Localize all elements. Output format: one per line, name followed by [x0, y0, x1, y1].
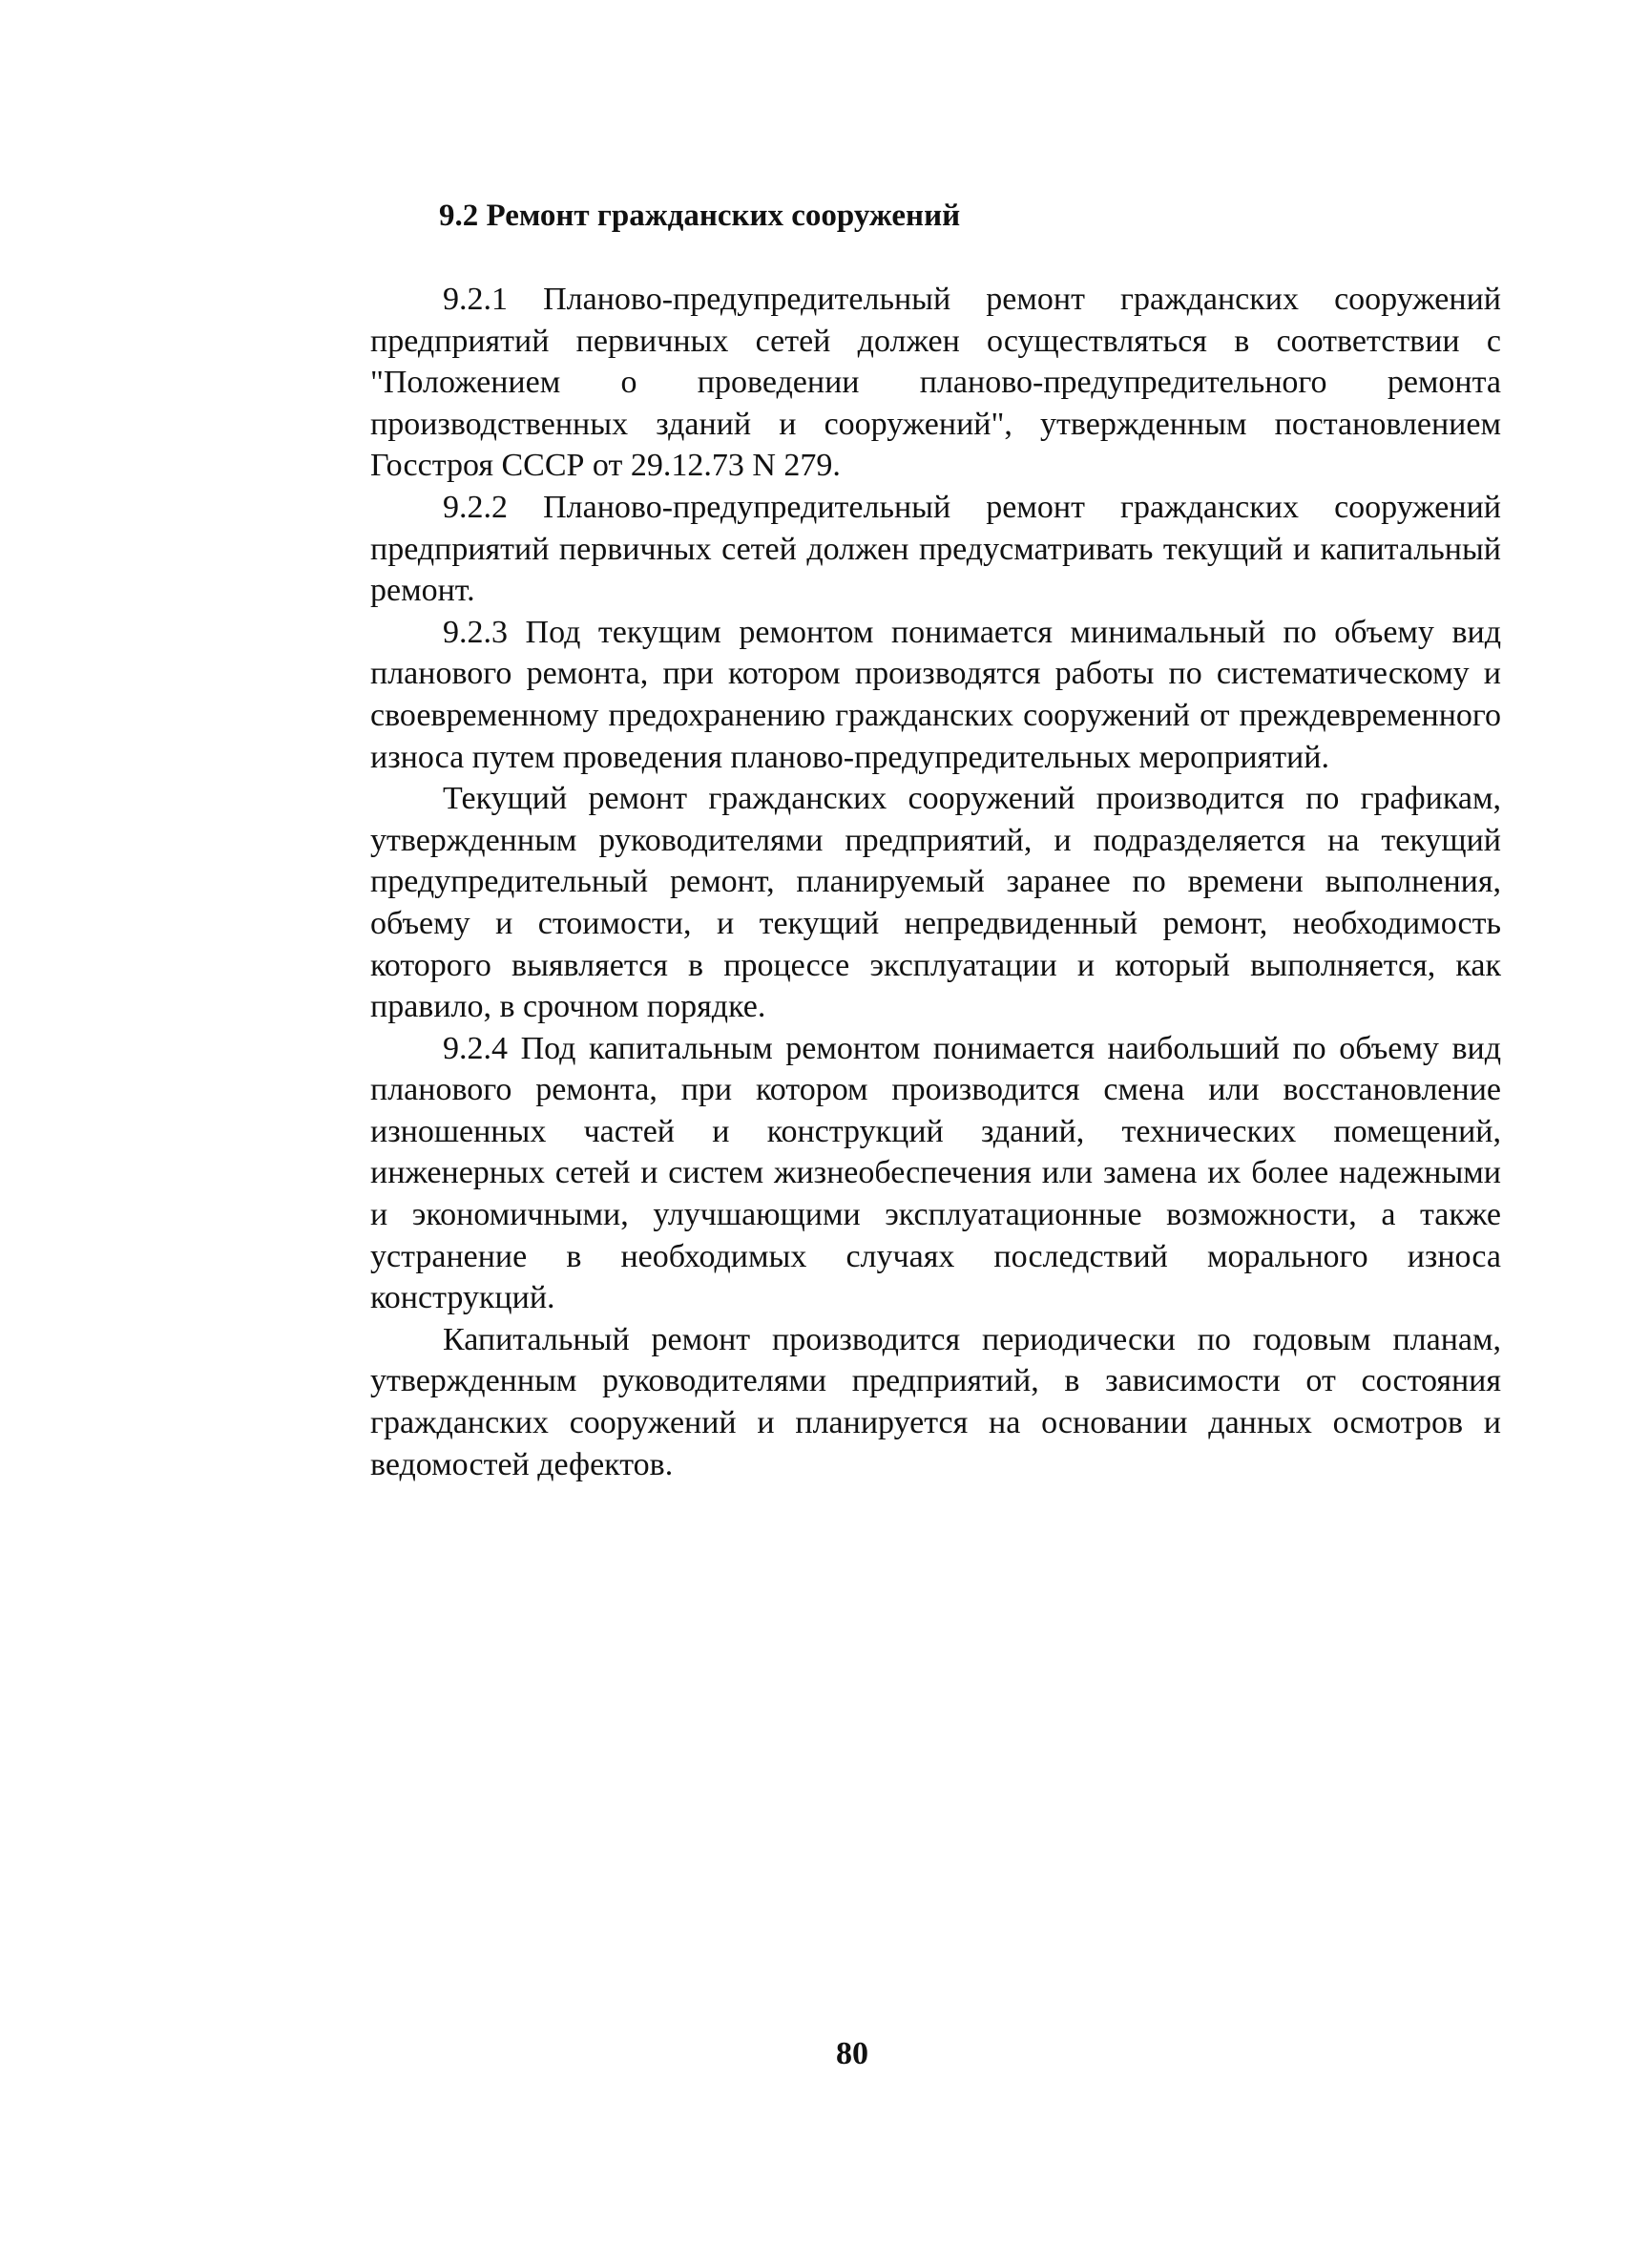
page-number: 80 [836, 2036, 868, 2071]
paragraph-capital-repair: Капитальный ремонт производится периодически по годовым планам, утвержденным руководителями предприятий, в зависимости от состояния гражданских сооружений и планируется на основании данных осмотров и ведомостей дефектов. [370, 1321, 1501, 1482]
paragraph-9-2-2: 9.2.2 Планово-предупредительный ремонт гражданских сооружений предприятий первичных сетей должен предусматривать текущий и капитальный ремонт. [370, 489, 1501, 609]
paragraph-9-2-3: 9.2.3 Под текущим ремонтом понимается минимальный по объему вид планового ремонта, при котором производятся работы по систематическому и своевременному предохранению гражданских сооружений от преждевременного износа путем проведения планово-предупредительных мероприятий. [370, 614, 1501, 775]
page-content [370, 195, 1501, 1485]
paragraph-current-repair: Текущий ремонт гражданских сооружений производится по графикам, утвержденным руководителями предприятий, и подразделяется на текущий предупредительный ремонт, планируемый заранее по времени выполнения, объему и стоимости, и текущий непредвиденный ремонт, необходимость которого выявляется в процессе эксплуатации и который выполняется, как правило, в срочном порядке. [370, 781, 1501, 1025]
paragraph-9-2-4: 9.2.4 Под капитальным ремонтом понимается наибольший по объему вид планового ремонта, при котором производится смена или восстановление изношенных частей и конструкций зданий, технических помещений, инженерных сетей и систем жизнеобеспечения или замена их более надежными и экономичными, улучшающими эксплуатационные возможности, а также устранение в необходимых случаях последствий морального износа конструкций. [370, 1030, 1501, 1316]
paragraph-9-2-1: 9.2.1 Планово-предупредительный ремонт гражданских сооружений предприятий первичных сетей должен осуществляться в соответствии с "Положением о проведении планово-предупредительного ремонта производственных зданий и сооружений", утвержденным постановлением Госстроя СССР от 29.12.73 N 279. [370, 282, 1501, 484]
section-heading: 9.2 Ремонт гражданских сооружений [439, 199, 961, 233]
